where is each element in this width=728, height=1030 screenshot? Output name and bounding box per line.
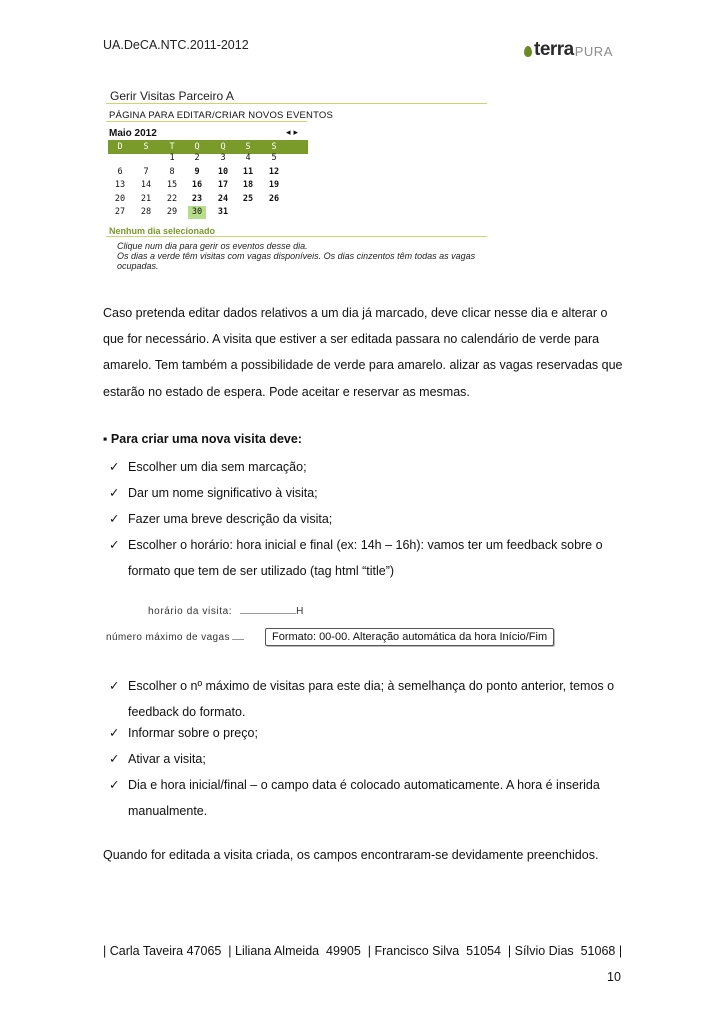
calendar-day[interactable]: 15: [166, 180, 178, 190]
checkmark-icon: ✓: [109, 679, 120, 693]
weekday: D: [117, 142, 123, 152]
paragraph: Quando for editada a visita criada, os campos encontraram-se devidamente preenchidos.: [103, 848, 599, 862]
format-tooltip: Formato: 00-00. Alteração automática da hora Início/Fim: [265, 628, 554, 646]
calendar-day[interactable]: 9: [194, 166, 200, 177]
calendar-day[interactable]: 26: [268, 193, 280, 204]
weekday: T: [169, 142, 175, 152]
terrapura-logo: [524, 40, 613, 60]
calendar-day[interactable]: 7: [143, 166, 149, 177]
calendar-day[interactable]: 23: [191, 193, 203, 204]
calendar-day[interactable]: 24: [217, 193, 229, 204]
calendar-day[interactable]: 19: [268, 180, 280, 190]
checkmark-icon: ✓: [109, 726, 120, 740]
calendar-day[interactable]: 20: [114, 193, 126, 204]
checkmark-icon: ✓: [109, 486, 120, 500]
divider: [106, 236, 487, 237]
max-input[interactable]: [232, 630, 244, 640]
max-label: número máximo de vagas: [106, 632, 230, 643]
calendar-day[interactable]: 8: [169, 166, 175, 177]
calendar-day[interactable]: 22: [166, 193, 178, 204]
time-field-row: [148, 604, 304, 617]
list-item: ✓ Ativar a visita;: [109, 746, 619, 772]
next-month-button[interactable]: ▸: [293, 127, 302, 137]
panel-title: Gerir Visitas Parceiro A: [110, 89, 234, 103]
calendar-month: Maio 2012: [109, 128, 157, 139]
calendar-day[interactable]: 12: [268, 166, 280, 177]
calendar-day[interactable]: 27: [114, 207, 126, 217]
calendar-help: [117, 241, 487, 271]
list-item: ✓ Escolher um dia sem marcação;: [109, 454, 619, 480]
list-item: ✓ Fazer uma breve descrição da visita;: [109, 506, 619, 532]
calendar-day[interactable]: 31: [217, 207, 229, 217]
checkmark-icon: ✓: [109, 460, 120, 474]
footer-authors: | Carla Taveira 47065 | Liliana Almeida 49905 | Francisco Silva 51054 | Sílvio Dias 51068 |: [103, 944, 623, 958]
help-line: Clique num dia para gerir os eventos desse dia.: [117, 241, 308, 251]
calendar-day[interactable]: 6: [117, 166, 123, 177]
time-label: horário da visita:: [148, 606, 233, 617]
checkmark-icon: ✓: [109, 512, 120, 526]
calendar-day[interactable]: 14: [140, 180, 152, 190]
paragraph: Caso pretenda editar dados relativos a um dia já marcado, deve clicar nesse dia e alterar o que for necessário. A visita que estiver a ser editada passara no calendário de verde para amarelo. Tem também a possibilidade de verde para amarelo. alizar as vagas reservadas que estarão no estado de espera. Pode aceitar e reservar as mesmas.: [103, 306, 623, 399]
list-item: ✓ Escolher o horário: hora inicial e final (ex: 14h – 16h): vamos ter um feedback sobre o formato que tem de ser utilizado (tag html “title”): [109, 532, 619, 584]
checkmark-icon: ✓: [109, 778, 120, 792]
weekday: S: [271, 142, 277, 152]
list-item: ✓ Informar sobre o preço;: [109, 720, 619, 746]
weekday: S: [143, 142, 149, 152]
max-field-row: [106, 630, 244, 643]
document-code: UA.DeCA.NTC.2011-2012: [103, 38, 249, 52]
calendar-day[interactable]: 4: [245, 153, 251, 163]
list-item: ✓ Dia e hora inicial/final – o campo data é colocado automaticamente. A hora é inserida manualmente.: [109, 772, 619, 824]
time-input[interactable]: [240, 604, 296, 614]
calendar-week-row: [108, 179, 308, 193]
calendar-day[interactable]: 18: [242, 180, 254, 190]
prev-month-button[interactable]: ◂: [286, 127, 294, 137]
help-line: Os dias a verde têm visitas com vagas disponíveis. Os dias cinzentos têm todas as vagas ocupadas.: [117, 251, 476, 271]
time-suffix: H: [296, 606, 304, 617]
calendar-day[interactable]: 29: [166, 207, 178, 217]
page-number: 10: [607, 970, 621, 984]
calendar-day[interactable]: 10: [217, 166, 229, 177]
calendar-nav: [286, 127, 301, 138]
calendar-day[interactable]: 11: [242, 166, 254, 177]
calendar-day[interactable]: 17: [217, 180, 229, 190]
calendar-day[interactable]: 3: [220, 153, 226, 163]
calendar-week-row: [108, 206, 308, 220]
calendar-day[interactable]: 28: [140, 207, 152, 217]
panel-subtitle: PÁGINA PARA EDITAR/CRIAR NOVOS EVENTOS: [109, 110, 334, 121]
calendar-day[interactable]: 1: [169, 153, 175, 163]
calendar-day[interactable]: 16: [191, 180, 203, 190]
weekday: Q: [194, 142, 200, 152]
calendar-day[interactable]: 2: [194, 153, 200, 163]
calendar-day[interactable]: 25: [242, 193, 254, 204]
calendar-week-row: [108, 166, 308, 180]
calendar-day[interactable]: 13: [114, 180, 126, 190]
divider: [106, 121, 307, 122]
weekday: Q: [220, 142, 226, 152]
calendar-week-row: [108, 193, 308, 207]
divider: [106, 103, 487, 104]
calendar-day[interactable]: 5: [271, 153, 277, 163]
list-item: ✓ Escolher o nº máximo de visitas para este dia; à semelhança do ponto anterior, temos o feedback do formato.: [109, 673, 619, 725]
weekday: S: [245, 142, 251, 152]
selection-status: Nenhum dia selecionado: [109, 226, 216, 236]
logo-text-pura: PURA: [574, 44, 613, 59]
calendar-week-row: [108, 152, 308, 166]
section-heading: ▪ Para criar uma nova visita deve:: [103, 432, 302, 446]
checkmark-icon: ✓: [109, 752, 120, 766]
checkmark-icon: ✓: [109, 538, 120, 552]
leaf-icon: [524, 46, 532, 57]
calendar-day[interactable]: 21: [140, 193, 152, 204]
logo-text-terra: terra: [534, 39, 574, 60]
list-item: ✓ Dar um nome significativo à visita;: [109, 480, 619, 506]
calendar-day[interactable]: 30: [188, 206, 206, 219]
